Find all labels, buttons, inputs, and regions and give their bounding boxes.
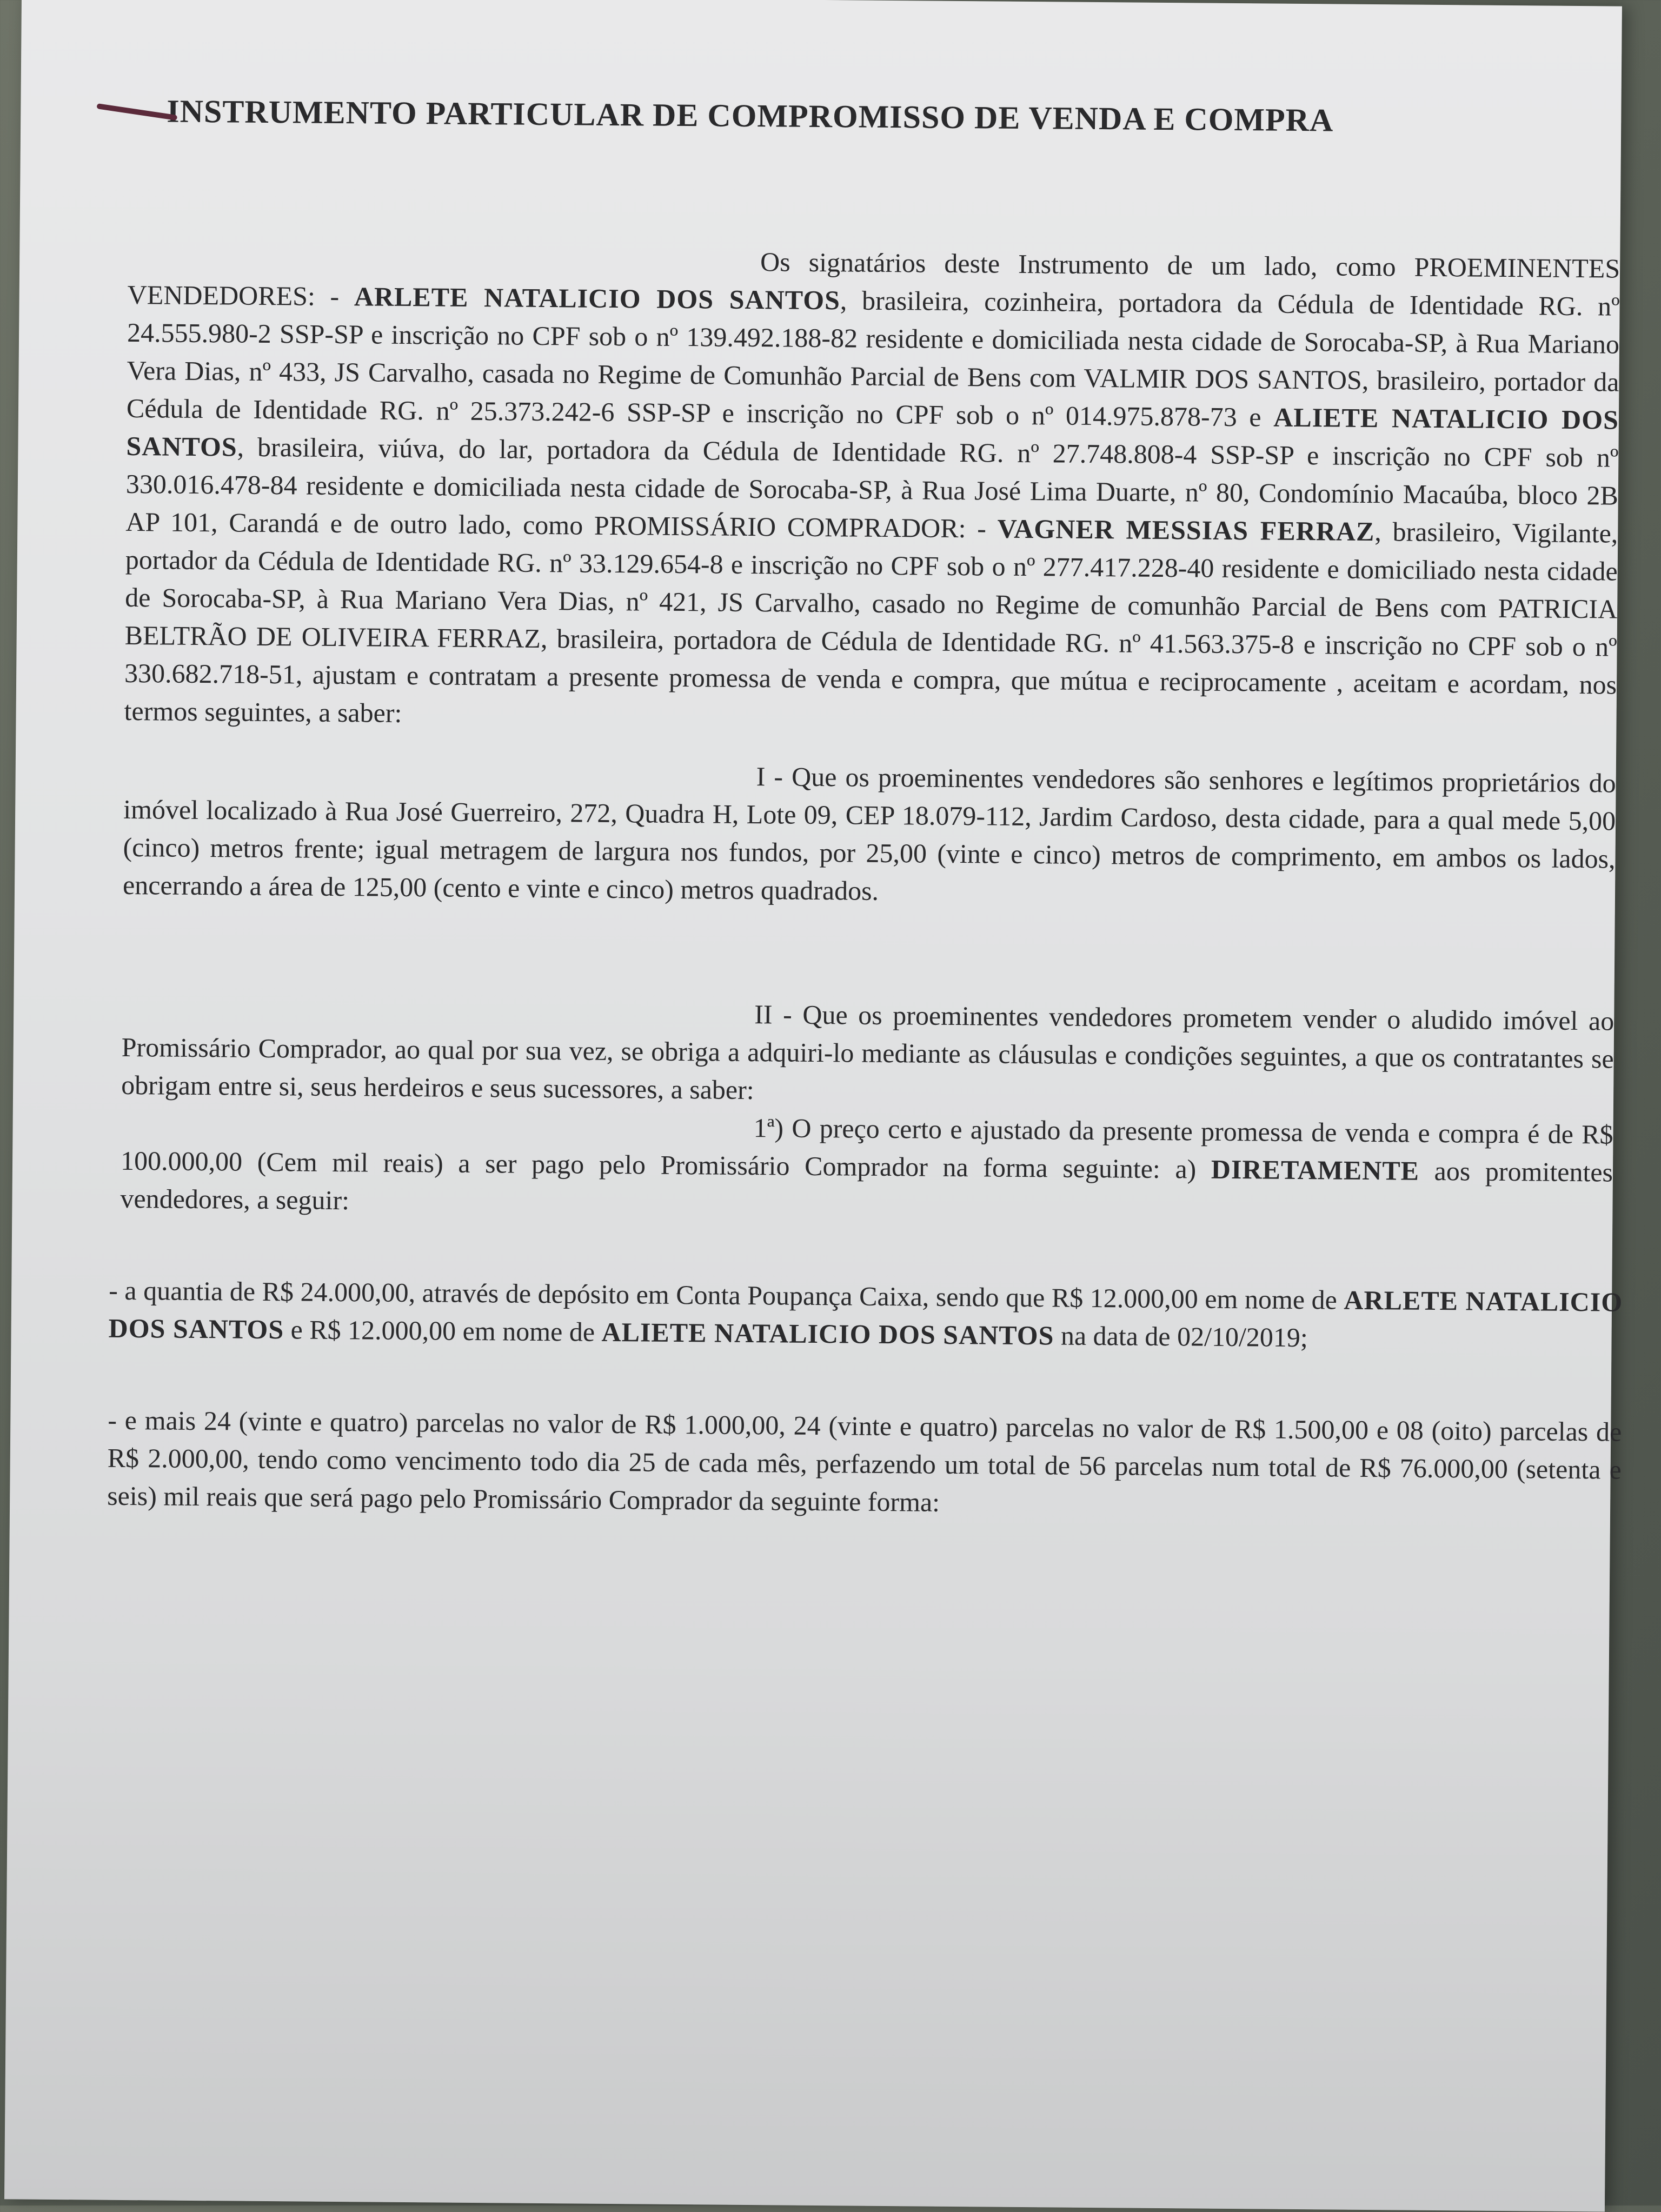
intro-text-2: , brasileira, cozinheira, portadora da Cédula de Identidade RG. nº 24.555.980-2 SSP-SP e inscrição no CPF sob o nº 139.492.188-82 residente e domiciliada nesta cidade de Sorocaba-SP, à Rua Mariano Vera Dias, nº 433, JS Carvalho, casada no Regime de Comunhão Parcial de Bens com VALMIR DOS SANTOS, brasileiro, portador da Cédula de Identidade RG. nº 25.373.242-6 SSP-SP e inscrição no CPF sob o nº 014.975.878-73 e bbox=[126, 285, 1620, 432]
intro-text-3: , brasileira, viúva, do lar, portadora da Cédula de Identidade RG. nº 27.748.808-4 SSP-SP e inscrição no CPF sob nº 330.016.478-84 residente e domiciliada nesta cidade de Sorocaba-SP, à Rua José Lima Duarte, nº 80, Condomínio Macaúba, bloco 2B AP 101, Carandá e de outro lado, como PROMISSÁRIO COMPRADOR: - bbox=[125, 431, 1619, 544]
seller-name-1: ARLETE NATALICIO DOS SANTOS bbox=[354, 281, 841, 316]
deposit-text-2: e R$ 12.000,00 em nome de bbox=[283, 1314, 602, 1347]
deposit-name-2: ALIETE NATALICIO DOS SANTOS bbox=[601, 1316, 1054, 1351]
deposit-paragraph bbox=[108, 1271, 1623, 1359]
price-clause-number: 1ª) bbox=[753, 1112, 784, 1143]
pen-mark bbox=[96, 103, 177, 121]
deposit-name-1: ARLETE NATALICIO DOS SANTOS bbox=[108, 1284, 1623, 1345]
price-clause bbox=[120, 1104, 1613, 1229]
intro-text-1: Os signatários deste Instrumento de um lado, como PROEMINENTES VENDEDORES: - bbox=[127, 246, 1620, 312]
price-text-2: aos promitentes vendedores, a seguir: bbox=[120, 1155, 1613, 1216]
deposit-text-1: - a quantia de R$ 24.000,00, através de depósito em Conta Poupança Caixa, sendo que R$ 12.000,00 em nome de bbox=[108, 1275, 1344, 1315]
document-body bbox=[107, 70, 1623, 1527]
intro-text-4: , brasileiro, Vigilante, portador da Cédula de Identidade RG. nº 33.129.654-8 e inscrição no CPF sob o nº 277.417.228-40 residente e domiciliado nesta cidade de Sorocaba-SP, à Rua Mariano Vera Dias, nº 421, JS Carvalho, casado no Regime de comunhão Parcial de Bens com PATRICIA BELTRÃO DE OLIVEIRA FERRAZ, brasileira, portadora de Cédula de Identidade RG. nº 41.563.375-8 e inscrição no CPF sob o nº 330.682.718-51, ajustam e contratam a presente promessa de venda e compra, que mútua e reciprocamente , aceitam e acordam, nos termos seguintes, a saber: bbox=[124, 516, 1618, 728]
buyer-name: VAGNER MESSIAS FERRAZ bbox=[997, 513, 1375, 547]
seller-name-2: ALIETE NATALICIO DOS SANTOS bbox=[126, 402, 1619, 462]
price-text-1: O preço certo e ajustado da presente promessa de venda e compra é de R$ 100.000,00 (Cem mil reais) a ser pago pelo Promissário Comprador na forma seguinte: a) bbox=[120, 1112, 1613, 1184]
deposit-text-3: na data de 02/10/2019; bbox=[1054, 1320, 1308, 1353]
paper-sheet bbox=[4, 0, 1622, 2211]
document-title: INSTRUMENTO PARTICULAR DE COMPROMISSO DE VENDA E COMPRA bbox=[167, 93, 1334, 138]
clause-1: I - Que os proeminentes vendedores são senhores e legítimos proprietários do imóvel localizado à Rua José Guerreiro, 272, Quadra H, Lote 09, CEP 18.079-112, Jardim Cardoso, desta cidade, para a qual mede 5,00 (cinco) metros frente; igual metragem de largura nos fundos, por 25,00 (vinte e cinco) metros de comprimento, em ambos os lados, encerrando a área de 125,00 (cento e vinte e cinco) metros quadrados. bbox=[122, 761, 1616, 906]
installments-paragraph: - e mais 24 (vinte e quatro) parcelas no valor de R$ 1.000,00, 24 (vinte e quatro) parcelas no valor de R$ 1.500,00 e 08 (oito) parcelas de R$ 2.000,00, tendo como vencimento todo dia 25 de cada mês, perfazendo um total de 56 parcelas num total de R$ 76.000,00 (setenta e seis) mil reais que será pago pelo Promissário Comprador da seguinte forma: bbox=[107, 1404, 1622, 1517]
price-direct-label: DIRETAMENTE bbox=[1211, 1154, 1420, 1186]
intro-paragraph bbox=[124, 238, 1620, 742]
clause-2: II - Que os proeminentes vendedores prometem vender o aludido imóvel ao Promissário Comprador, ao qual por sua vez, se obriga a adquiri-lo mediante as cláusulas e condições seguintes, a que os contratantes se obrigam entre si, seus herdeiros e seus sucessores, a saber: bbox=[121, 999, 1615, 1105]
